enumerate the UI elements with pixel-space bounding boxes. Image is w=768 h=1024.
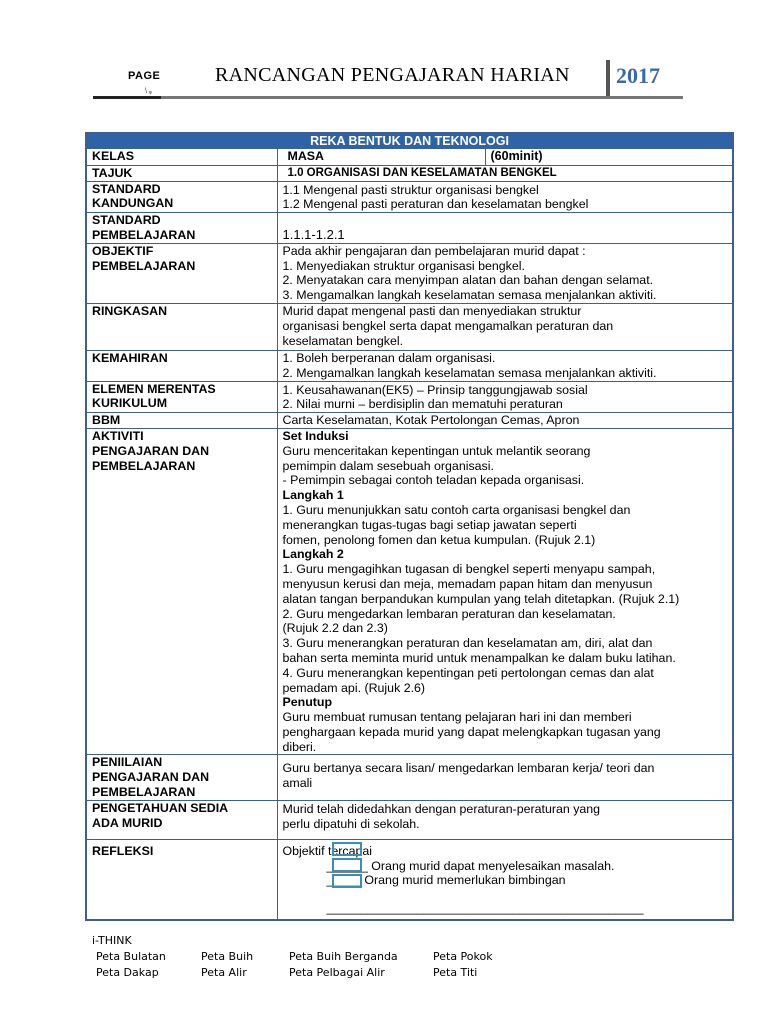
masa-label: MASA (277, 149, 485, 166)
set-induksi-heading: Set Induksi (282, 428, 349, 443)
refleksi-label-cell (86, 839, 277, 920)
row-pengetahuan (86, 800, 733, 839)
aktiviti-label: AKTIVITI PENGAJARAN DAN PEMBELAJARAN (86, 428, 277, 755)
row-kelas (86, 149, 733, 166)
standard-pembelajaran-label: STANDARD PEMBELAJARAN (86, 213, 277, 244)
row-tajuk (86, 165, 733, 181)
standard-pembelajaran-value: 1.1.1-1.2.1 (277, 213, 733, 244)
refleksi-blank-line: ______________________________________________ (326, 901, 644, 916)
map-peta-buih: Peta Buih (201, 950, 254, 963)
emk-label: ELEMEN MERENTAS KURIKULUM (86, 381, 277, 413)
ringkasan-value: Murid dapat mengenal pasti dan menyediakan struktur organisasi bengkel serta dapat mengamalkan peraturan dan keselamatan bengkel. (277, 303, 733, 350)
kemahiran-label: KEMAHIRAN (86, 350, 277, 381)
row-standard-kandungan (86, 181, 733, 213)
header-rule-accent (93, 96, 161, 99)
kelas-label: KELAS (86, 149, 277, 166)
kemahiran-value: 1. Boleh berperanan dalam organisasi. 2. Mengamalkan langkah keselamatan semasa menjalankan aktiviti. (277, 350, 733, 381)
row-bbm (86, 413, 733, 429)
row-standard-pembelajaran (86, 213, 733, 244)
row-objektif (86, 243, 733, 303)
penutup-heading: Penutup (282, 695, 333, 710)
langkah1-heading: Langkah 1 (282, 488, 344, 503)
document-year: 2017 (616, 63, 660, 88)
row-emk (86, 381, 733, 413)
subject-banner (86, 133, 733, 149)
objektif-value: Pada akhir pengajaran dan pembelajaran murid dapat : 1. Menyediakan struktur organisasi bengkel. 2. Menyatakan cara menyimpan alatan dan bahan dengan selamat. 3. Mengamalkan langkah keselamatan semasa menjalankan aktiviti. (277, 243, 733, 303)
bbm-value: Carta Keselamatan, Kotak Pertolongan Cemas, Apron (277, 413, 733, 429)
map-peta-alir: Peta Alir (201, 966, 247, 979)
page-label: PAGE (128, 70, 161, 82)
bbm-label: BBM (86, 413, 277, 429)
row-penilaian (86, 755, 733, 800)
page-number: \ ᵩ (145, 88, 152, 95)
header-rule (93, 96, 683, 99)
subject-title: REKA BENTUK DAN TEKNOLOGI (86, 133, 733, 149)
map-peta-bulatan: Peta Bulatan (96, 950, 166, 963)
row-ringkasan (86, 303, 733, 350)
map-peta-pelbagai-alir: Peta Pelbagai Alir (289, 966, 385, 979)
emk-value: 1. Keusahawanan(EK5) – Prinsip tanggungjawab sosial 2. Nilai murni – berdisiplin dan mematuhi peraturan (277, 381, 733, 413)
masa-value: (60minit) (485, 149, 733, 166)
standard-kandungan-value: 1.1 Mengenal pasti struktur organisasi bengkel 1.2 Mengenal pasti peraturan dan keselamatan bengkel (277, 181, 733, 213)
refleksi-box-1 (332, 842, 362, 856)
refleksi-box-3 (332, 874, 362, 888)
document-title: RANCANGAN PENGAJARAN HARIAN (215, 64, 570, 86)
aktiviti-value: Set Induksi Guru menceritakan kepentingan untuk melantik seorang pemimpin dalam sesebuah organisasi. - Pemimpin sebagai contoh teladan kepada organisasi. Langkah 1 1. Guru menunjukkan satu contoh carta organisasi bengkel dan menerangkan tugas-tugas bagi setiap jawatan seperti fomen, penolong fomen dan ketua kumpulan. (Rujuk 2.1) Langkah 2 1. Guru mengagihkan tugasan di bengkel seperti menyapu sampah, menyusun kerusi dan meja, memadam papan hitam dan menyusun alatan tangan berpandukan kumpulan yang telah ditetapkan. (Rujuk 2.1) 2. Guru mengedarkan lembaran peraturan dan keselamatan. (Rujuk 2.2 dan 2.3) 3. Guru menerangkan peraturan dan keselamatan am, diri, alat dan bahan serta meminta murid untuk menampalkan ke dalam buku latihan. 4. Guru menerangkan kepentingan peti pertolongan cemas dan alat pemadam api. (Rujuk 2.6) Penutup Guru membuat rumusan tentang pelajaran hari ini dan memberi penghargaan kepada murid yang dapat melengkapkan tugasan yang diberi. (277, 428, 733, 755)
standard-kandungan-label: STANDARD KANDUNGAN (86, 181, 277, 213)
year-divider (606, 60, 610, 98)
map-peta-pokok: Peta Pokok (433, 950, 493, 963)
row-aktiviti (86, 428, 733, 755)
pengetahuan-label: PENGETAHUAN SEDIA ADA MURID (86, 800, 277, 839)
objektif-label: OBJEKTIF PEMBELAJARAN (86, 243, 277, 303)
langkah2-heading: Langkah 2 (282, 547, 344, 562)
ithink-label: i-THINK (92, 934, 132, 947)
penilaian-value: Guru bertanya secara lisan/ mengedarkan lembaran kerja/ teori dan amali (277, 755, 733, 800)
lesson-plan-table (85, 132, 732, 921)
refleksi-box-2 (332, 858, 362, 872)
ringkasan-label: RINGKASAN (86, 303, 277, 350)
refleksi-label: REFLEKSI (92, 843, 154, 858)
pengetahuan-value: Murid telah didedahkan dengan peraturan-peraturan yang perlu dipatuhi di sekolah. (277, 800, 733, 839)
tajuk-label: TAJUK (86, 165, 277, 181)
map-peta-titi: Peta Titi (433, 966, 478, 979)
map-peta-dakap: Peta Dakap (96, 966, 159, 979)
map-peta-buih-berganda: Peta Buih Berganda (289, 950, 398, 963)
row-refleksi (86, 839, 733, 920)
refleksi-value: Objektif tercapai ______ Orang murid dapat menyelesaikan masalah. _____ Orang murid memerlukan bimbingan ______________________________________________ (277, 839, 733, 920)
tajuk-value: 1.0 ORGANISASI DAN KESELAMATAN BENGKEL (277, 165, 733, 181)
penilaian-label: PENIILAIAN PENGAJARAN DAN PEMBELAJARAN (86, 755, 277, 800)
row-kemahiran (86, 350, 733, 381)
